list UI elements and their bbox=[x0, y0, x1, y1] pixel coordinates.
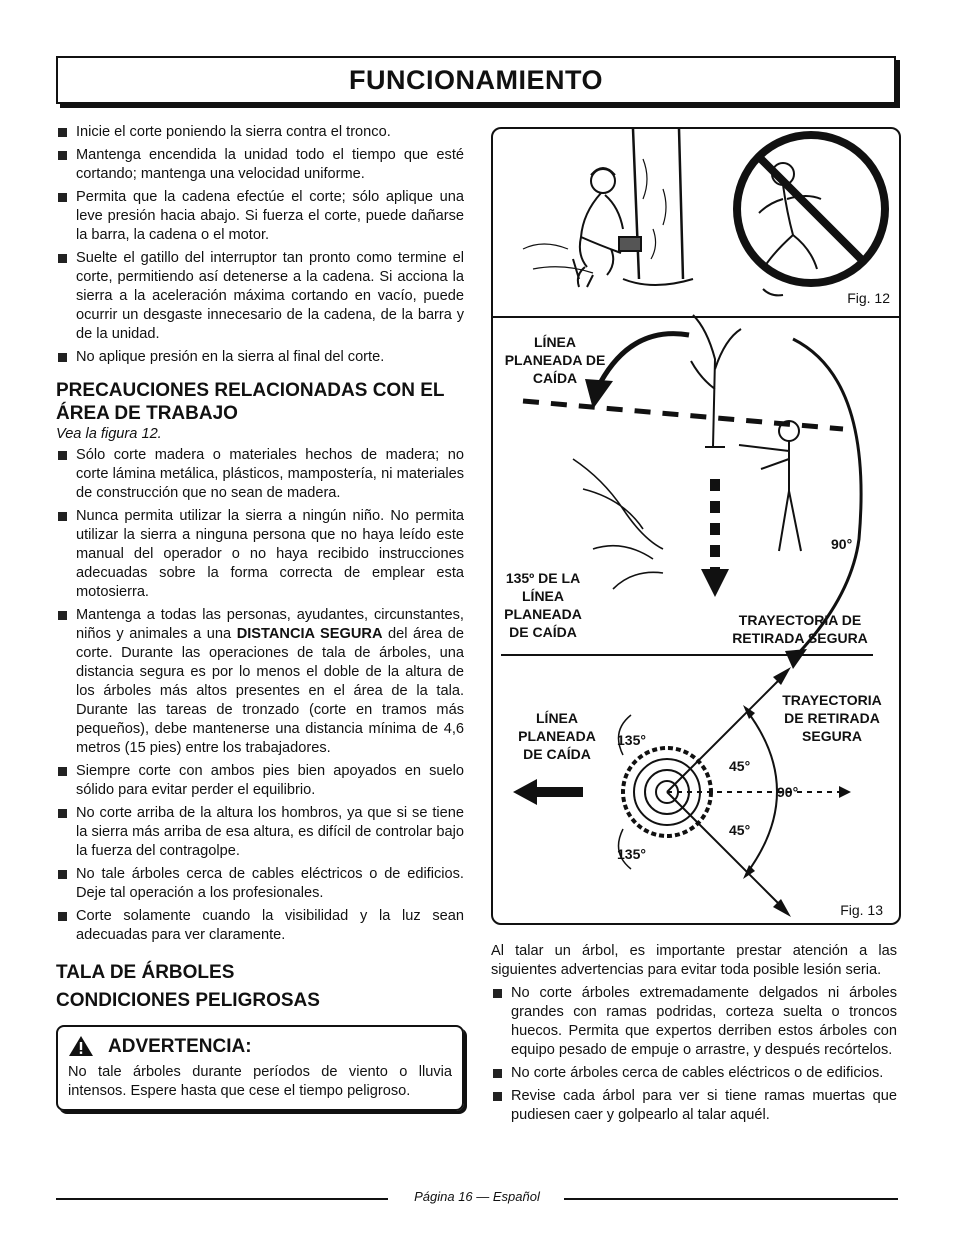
footer-page-label: Página 16 — Español bbox=[414, 1189, 540, 1204]
angle-90-label-mid: 90° bbox=[831, 536, 853, 552]
fig13-caption-text: Fig. 13 bbox=[840, 902, 883, 918]
list-item: No corte arriba de la altura los hombros, ya que si se tiene la sierra más arriba de esa altura, es difícil de controlar bajo la fuerza del contragolpe. bbox=[56, 804, 464, 861]
safe-retreat-label-mid: TRAYECTORIA DE RETIRADA SEGURA bbox=[732, 612, 868, 646]
warning-box bbox=[56, 1025, 464, 1111]
safe-distance-bold: DISTANCIA SEGURA bbox=[236, 626, 383, 642]
list-item: Revise cada árbol para ver si tiene ramas muertas que pudiesen caer y golpearlo al talar aquél. bbox=[491, 1087, 897, 1125]
fall-line-label-mid: LÍNEA PLANEADA DE CAÍDA bbox=[504, 334, 606, 386]
left-column bbox=[56, 123, 464, 1111]
operator-cutting-tree-illustration bbox=[523, 129, 693, 287]
warning-title: ADVERTENCIA: bbox=[108, 1035, 252, 1057]
angle-135-bottom-label: 135° bbox=[617, 846, 646, 862]
angle-135-top-label: 135° bbox=[617, 732, 646, 748]
warning-header bbox=[68, 1035, 452, 1057]
list-item: Nunca permita utilizar la sierra a ningún niño. No permita utilizar la sierra a ninguna persona que no haya leído este manual del operador o no haya recibido instrucciones adecuadas sobre la forma correcta de emplear esta motosierra. bbox=[56, 507, 464, 602]
felling-heading-line2: CONDICIONES PELIGROSAS bbox=[56, 990, 320, 1011]
page-title: FUNCIONAMIENTO bbox=[349, 65, 603, 95]
figures-illustration bbox=[493, 129, 899, 923]
list-item: Permita que la cadena efectúe el corte; sólo aplique una leve presión hacia abajo. Si fuerza el corte, puede dañarse la barra, la cadena o el motor. bbox=[56, 188, 464, 245]
warning-triangle-icon bbox=[68, 1035, 94, 1057]
work-area-bullet-list bbox=[56, 446, 464, 945]
list-item: Mantenga encendida la unidad todo el tiempo que esté cortando; mantenga una velocidad uniforme. bbox=[56, 146, 464, 184]
list-item: Sólo corte madera o materiales hechos de madera; no corte lámina metálica, plásticos, mampostería, ni materiales de construcción que no sean de madera. bbox=[56, 446, 464, 503]
right-column bbox=[491, 942, 897, 1129]
felling-bullet-list bbox=[491, 984, 897, 1125]
fall-line-label-fig13: LÍNEA PLANEADA DE CAÍDA bbox=[518, 710, 596, 762]
figure-panel bbox=[491, 127, 901, 925]
angle-45-top-label: 45° bbox=[729, 758, 751, 774]
list-item: Siempre corte con ambos pies bien apoyados en suelo sólido para evitar perder el equilibrio. bbox=[56, 762, 464, 800]
safe-retreat-label-fig13: TRAYECTORIA DE RETIRADA SEGURA bbox=[782, 692, 882, 744]
felling-heading bbox=[56, 959, 464, 1015]
list-item: Corte solamente cuando la visibilidad y la luz sean adecuadas para ver claramente. bbox=[56, 907, 464, 945]
angle-45-bottom-label: 45° bbox=[729, 822, 751, 838]
see-figure-note: Vea la figura 12. bbox=[56, 426, 162, 442]
page-title-box bbox=[56, 56, 896, 104]
list-item: No corte árboles extremadamente delgados ni árboles grandes con ramas podridas, corteza suelta o troncos huecos. Permita que expertos derriben estos árboles con equipo pesado de empuje o arrastre, y después recórtelos. bbox=[491, 984, 897, 1060]
distance-text-pre: Mantenga a todas las personas, ayudantes, circunstantes, niños y animales a una bbox=[76, 607, 464, 642]
angle-90-label-fig13: 90° bbox=[777, 784, 799, 800]
operation-bullet-list bbox=[56, 123, 464, 367]
distance-text-post: del área de corte. Durante las operaciones de tala de árboles, una distancia segura es por lo menos el doble de la altura de los árboles más altos presentes en el área de la tala. Durante las tareas de tronzado (corte en tramos más pequeños), debe mantenerse una distancia mínima de 4,6 metros (15 pies) entre los trabajadores. bbox=[76, 626, 464, 756]
list-item: No tale árboles cerca de cables eléctricos o de edificios. Deje tal operación a los profesionales. bbox=[56, 865, 464, 903]
page-footer bbox=[56, 1188, 898, 1208]
retreating-worker-illustration bbox=[739, 421, 801, 551]
list-item: Suelte el gatillo del interruptor tan pronto como termine el corte, permitiendo así detenerse a la cadena. Si acciona la sierra a la aceleración máxima cortando en vacío, puede ocurrir un desgaste innecesario de la cadena, de la barra y de la unidad. bbox=[56, 249, 464, 344]
felling-intro: Al talar un árbol, es importante prestar atención a las siguientes advertencias para evitar toda posible lesión seria. bbox=[491, 943, 897, 978]
list-item: Inicie el corte poniendo la sierra contra el tronco. bbox=[56, 123, 464, 142]
fig12-caption-text: Fig. 12 bbox=[847, 290, 890, 306]
list-item: No corte árboles cerca de cables eléctricos o de edificios. bbox=[491, 1064, 897, 1083]
warning-text: No tale árboles durante períodos de viento o lluvia intensos. Espere hasta que cese el tiempo peligroso. bbox=[68, 1064, 452, 1099]
list-item: No aplique presión en la sierra al final del corte. bbox=[56, 348, 464, 367]
angle-135-line-label: 135º DE LA LÍNEA PLANEADA DE CAÍDA bbox=[504, 570, 582, 640]
no-children-prohibition-icon bbox=[737, 135, 885, 295]
felling-heading-line1: TALA DE ÁRBOLES bbox=[56, 962, 235, 983]
list-item bbox=[56, 606, 464, 758]
work-area-heading: PRECAUCIONES RELACIONADAS CON EL ÁREA DE TRABAJO bbox=[56, 380, 445, 424]
